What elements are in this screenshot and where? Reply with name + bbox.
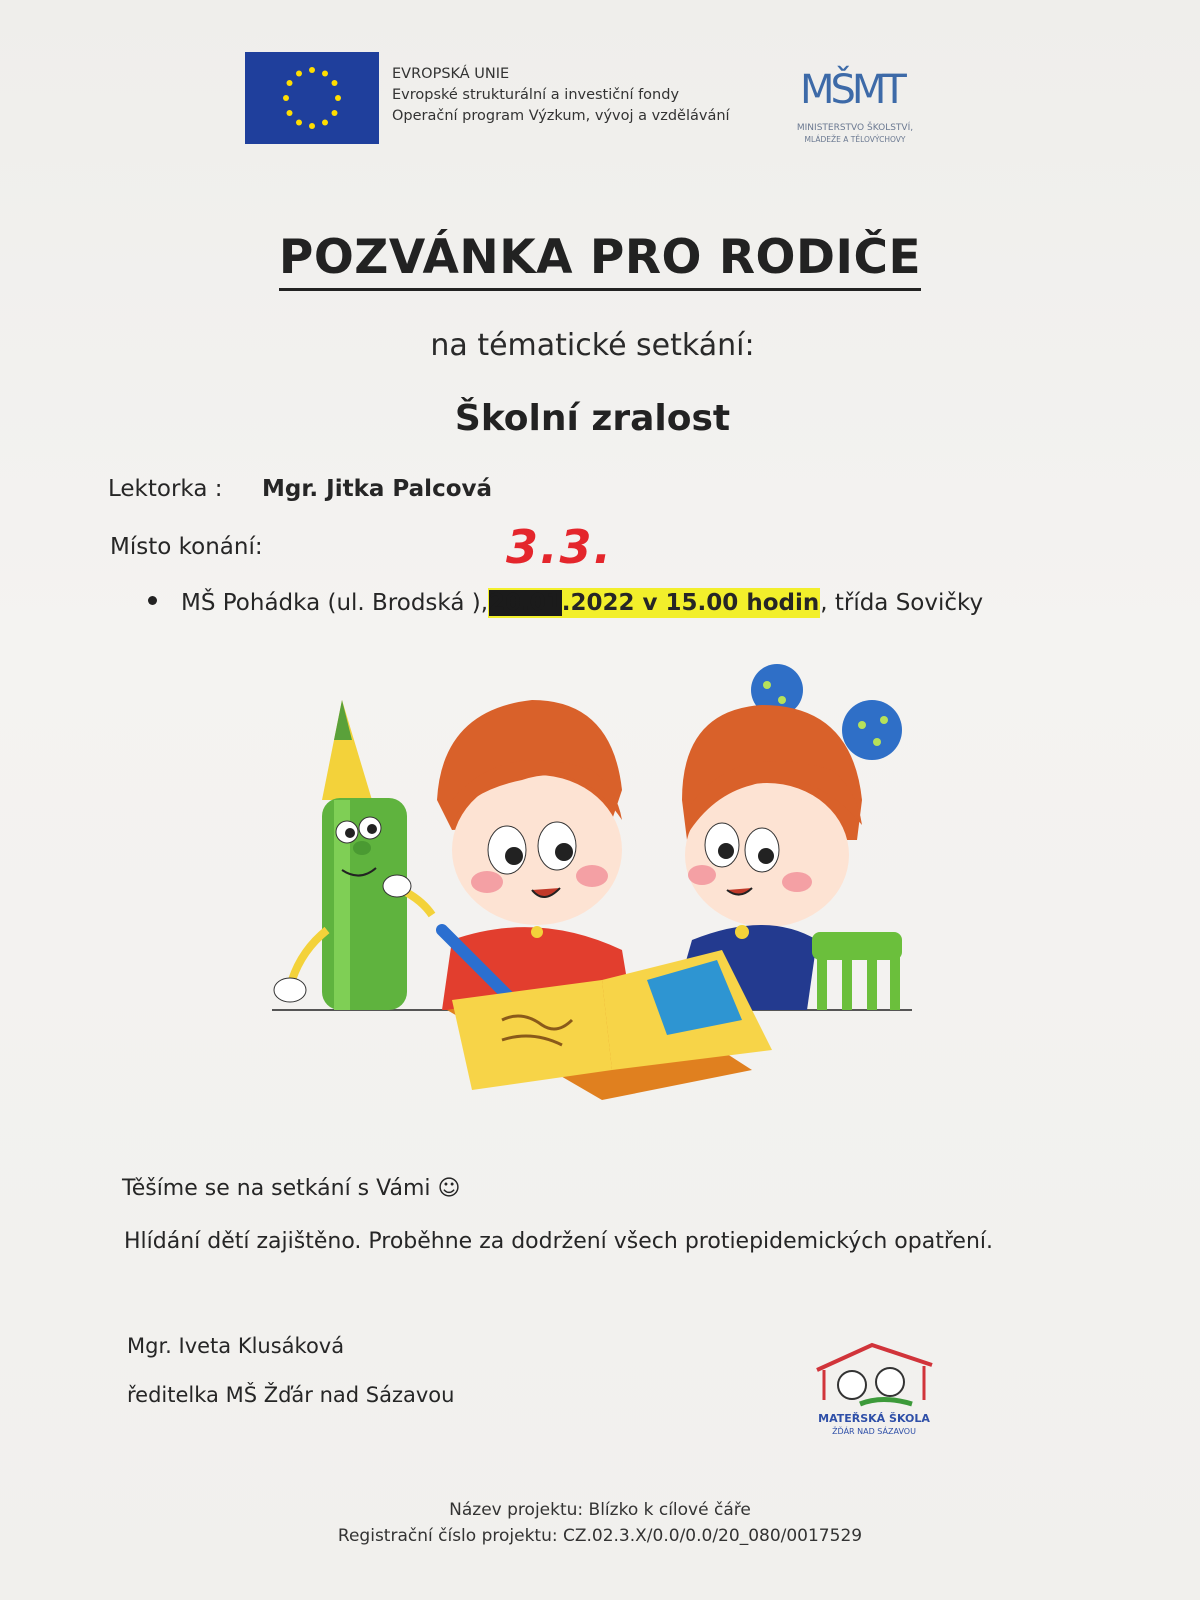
venue-class: , třída Sovičky — [820, 590, 984, 616]
footer-project-name: Název projektu: Blízko k cílové čáře — [449, 1500, 751, 1520]
kindergarten-logo — [812, 1340, 942, 1440]
closing-notice: Hlídání dětí zajištěno. Proběhne za dodržení všech protiepidemických opatření. — [124, 1229, 993, 1254]
lecturer-label: Lektorka : — [108, 476, 223, 502]
kindergarten-logo-line-1: MATEŘSKÁ ŠKOLA — [818, 1412, 930, 1425]
page-title — [0, 228, 1200, 291]
bullet-icon — [148, 596, 157, 605]
eu-text-block — [392, 64, 730, 127]
children-reading-illustration — [272, 650, 932, 1150]
chair-icon — [812, 932, 902, 1010]
topic-heading: Školní zralost — [454, 398, 731, 439]
venue-datetime: .2022 v 15.00 hodin — [561, 590, 820, 616]
highlighted-date — [488, 588, 820, 618]
msmt-line-2: MLÁDEŽE A TĚLOVÝCHOVY — [804, 135, 906, 144]
venue-place: MŠ Pohádka (ul. Brodská ), — [181, 590, 489, 616]
redacted-date: 20.01 — [489, 590, 562, 616]
pencil-character-icon — [274, 700, 432, 1010]
eu-line-3: Operační program Výzkum, vývoj a vzdělávání — [392, 108, 730, 124]
msmt-logo-mark: MŠMT — [800, 67, 903, 113]
handwritten-date: 3.3. — [506, 520, 613, 574]
kindergarten-logo-line-2: ŽĎÁR NAD SÁZAVOU — [832, 1427, 916, 1436]
boy-character-icon — [437, 700, 632, 1010]
page-title-text: POZVÁNKA PRO RODIČE — [279, 228, 921, 291]
footer-registration-number: Registrační číslo projektu: CZ.02.3.X/0.0/0.0/20_080/0017529 — [337, 1526, 863, 1546]
msmt-logo — [760, 58, 950, 148]
eu-line-2: Evropské strukturální a investiční fondy — [392, 87, 680, 103]
msmt-line-1: MINISTERSTVO ŠKOLSTVÍ, — [796, 123, 914, 133]
eu-line-1: EVROPSKÁ UNIE — [392, 66, 510, 82]
eu-flag-logo — [245, 52, 379, 144]
signature-role: ředitelka MŠ Žďár nad Sázavou — [127, 1383, 455, 1407]
closing-greeting: Těšíme se na setkání s Vámi ☺ — [122, 1176, 461, 1201]
venue-bullet — [148, 590, 983, 616]
venue-label: Místo konání: — [110, 534, 263, 560]
subtitle: na tématické setkání: — [430, 328, 755, 363]
signature-name: Mgr. Iveta Klusáková — [127, 1334, 345, 1358]
lecturer-name: Mgr. Jitka Palcová — [262, 476, 493, 502]
